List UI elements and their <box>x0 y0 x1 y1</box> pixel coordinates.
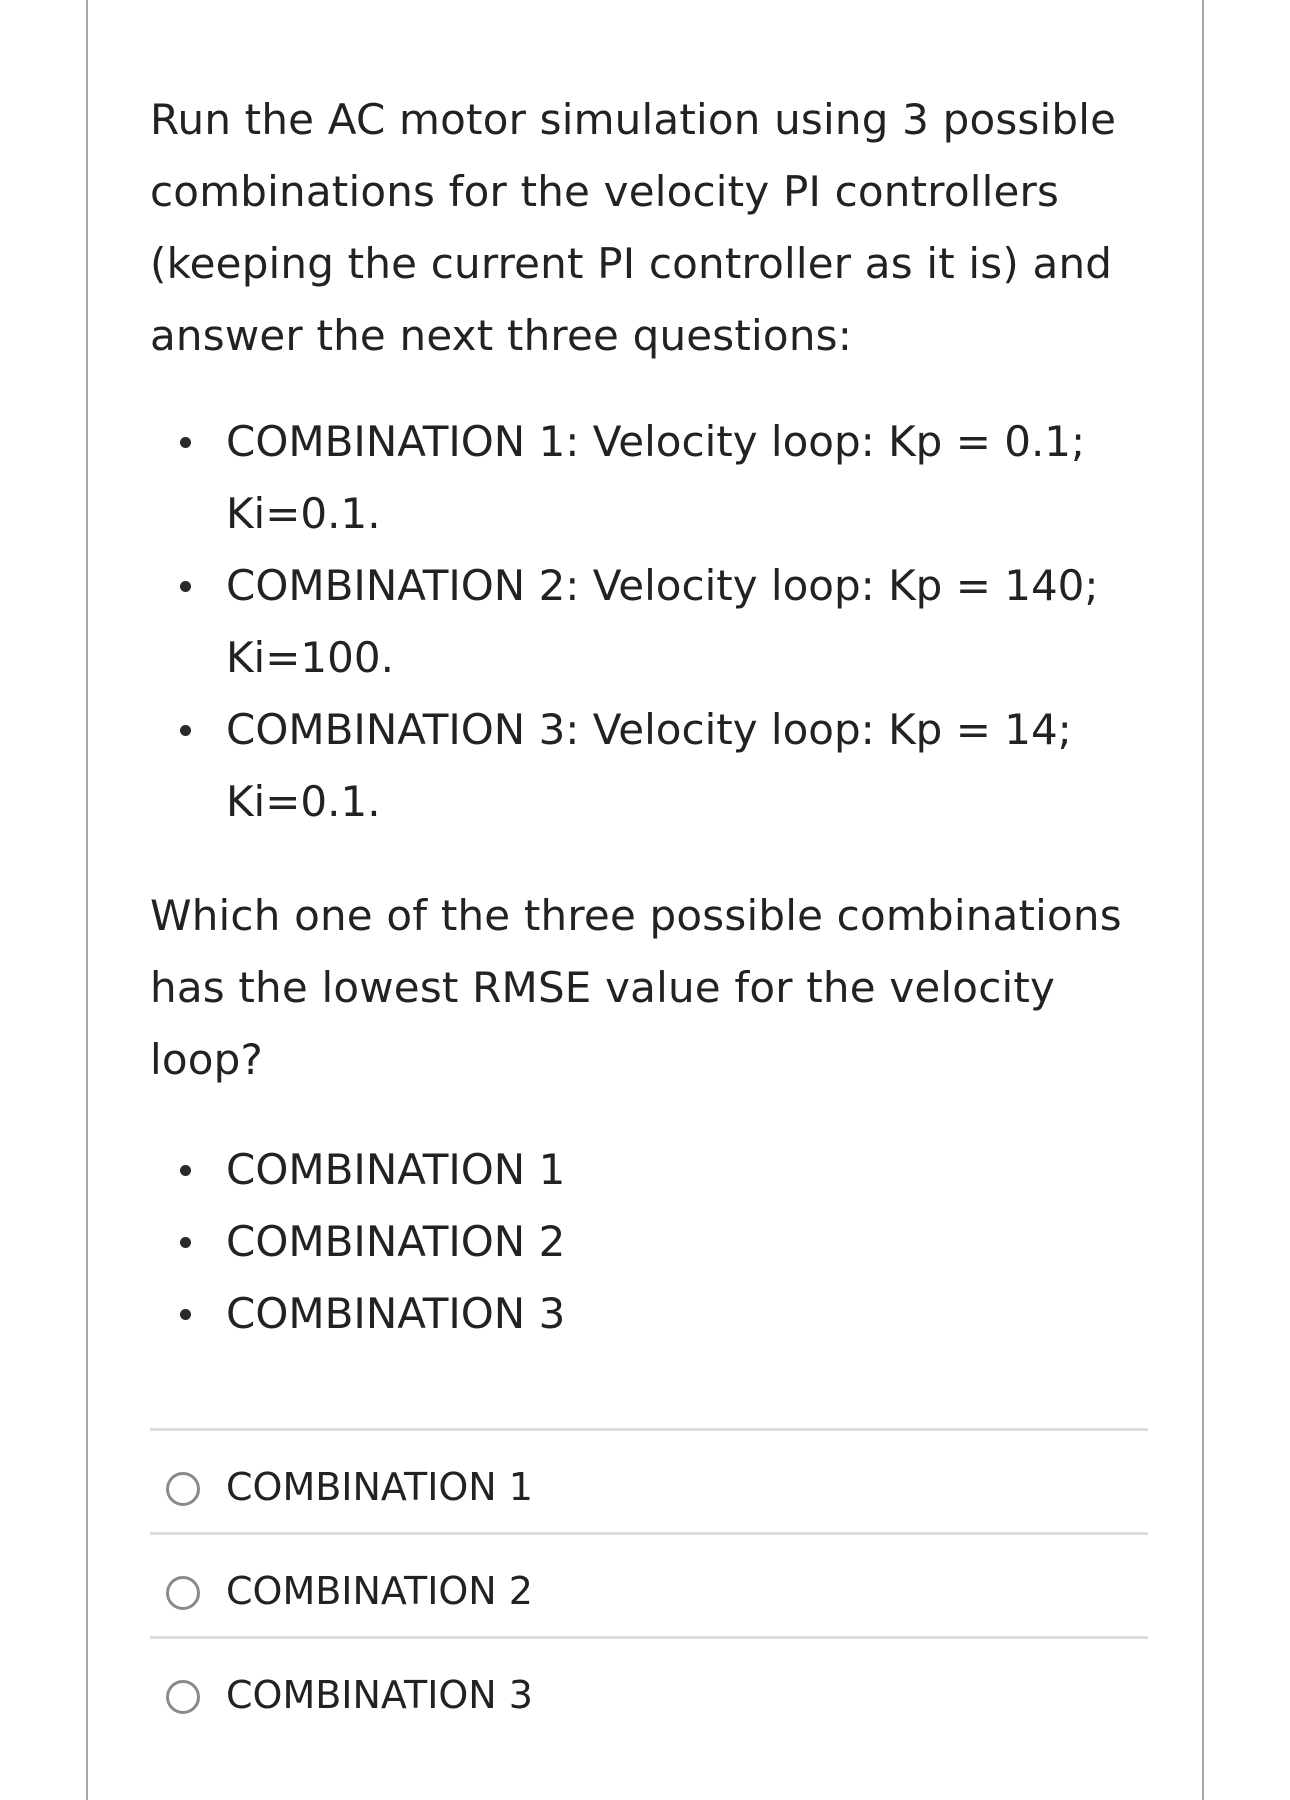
question-prompt: Which one of the three possible combinations has the lowest RMSE value for the velocity loop? <box>150 891 1122 1084</box>
list-item <box>150 1206 1160 1278</box>
choice-text: COMBINATION 2 <box>226 1217 566 1266</box>
combination-text: COMBINATION 2: Velocity loop: Kp = 140; Ki=100. <box>226 561 1099 682</box>
choice-text: COMBINATION 3 <box>226 1289 566 1338</box>
question-card <box>86 0 1204 1800</box>
choices-list <box>150 1134 1160 1350</box>
list-item <box>150 406 1160 550</box>
question-intro: Run the AC motor simulation using 3 possible combinations for the velocity PI controllers (keeping the current PI controller as it is) and answer the next three questions: <box>150 95 1117 360</box>
answer-option-2[interactable] <box>150 1532 1148 1636</box>
bullet-icon <box>180 1165 191 1176</box>
radio-button-icon[interactable] <box>166 1472 200 1506</box>
bullet-icon <box>180 725 191 736</box>
bullet-icon <box>180 1237 191 1248</box>
option-label: COMBINATION 1 <box>226 1465 533 1509</box>
combination-list <box>150 406 1160 838</box>
bullet-icon <box>180 581 191 592</box>
bullet-icon <box>180 1309 191 1320</box>
answer-option-1[interactable] <box>150 1428 1148 1532</box>
choice-text: COMBINATION 1 <box>226 1145 566 1194</box>
combination-text: COMBINATION 1: Velocity loop: Kp = 0.1; Ki=0.1. <box>226 417 1086 538</box>
answer-options <box>150 1428 1148 1740</box>
answer-option-3[interactable] <box>150 1636 1148 1740</box>
combination-text: COMBINATION 3: Velocity loop: Kp = 14; Ki=0.1. <box>226 705 1072 826</box>
list-item <box>150 550 1160 694</box>
list-item <box>150 1134 1160 1206</box>
radio-button-icon[interactable] <box>166 1680 200 1714</box>
radio-button-icon[interactable] <box>166 1576 200 1610</box>
list-item <box>150 1278 1160 1350</box>
question-content <box>150 84 1160 1740</box>
bullet-icon <box>180 437 191 448</box>
list-item <box>150 694 1160 838</box>
option-label: COMBINATION 3 <box>226 1673 533 1717</box>
option-label: COMBINATION 2 <box>226 1569 533 1613</box>
